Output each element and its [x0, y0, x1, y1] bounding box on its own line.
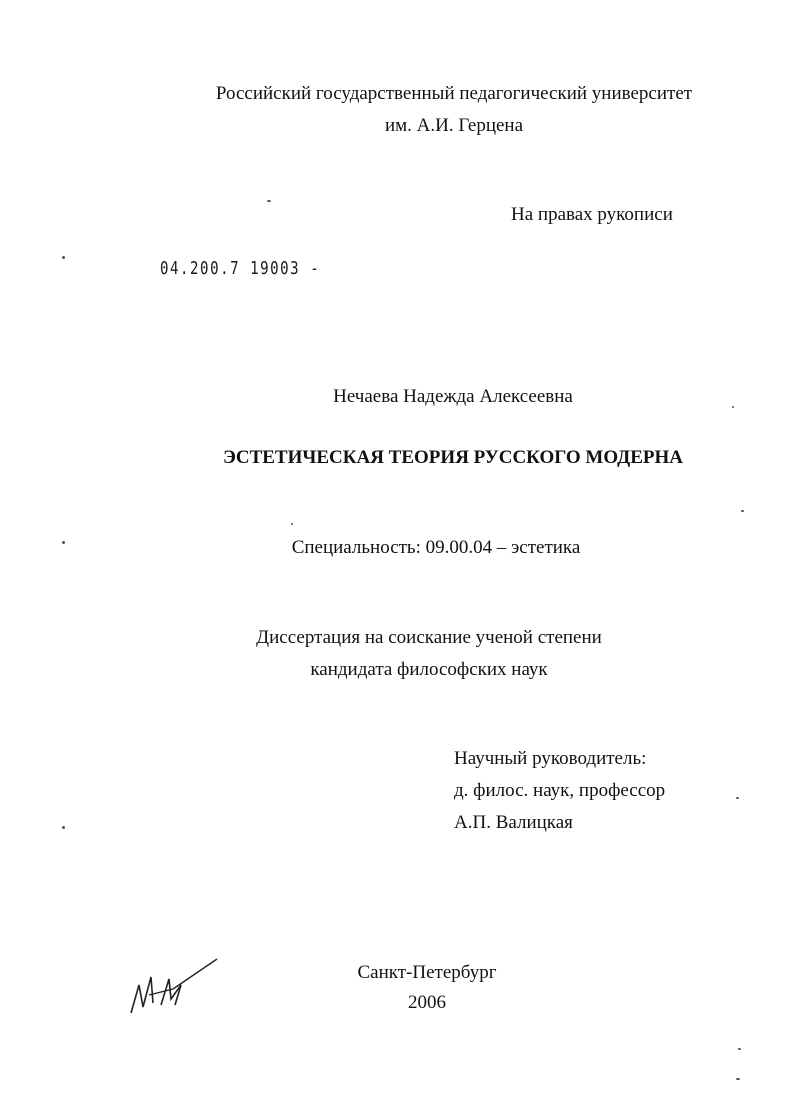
supervisor-rank: д. филос. наук, профессор: [454, 780, 666, 801]
supervisor-name: А.П. Валицкая: [454, 812, 573, 833]
scan-speck: [732, 406, 734, 408]
scan-speck: [291, 523, 293, 525]
university-name-line2: им. А.И. Герцена: [384, 115, 524, 136]
rights-note: На правах рукописи: [511, 204, 673, 225]
signature-stroke-3: [161, 979, 181, 1005]
dissertation-title: ЭСТЕТИЧЕСКАЯ ТЕОРИЯ РУССКОГО МОДЕРНА: [222, 447, 684, 468]
scan-speck: [62, 541, 65, 544]
degree-line1: Диссертация на соискание ученой степени: [256, 627, 602, 648]
scan-speck: [62, 826, 65, 829]
city: Санкт-Петербург: [357, 962, 497, 983]
scan-speck: [267, 200, 271, 202]
author-name: Нечаева Надежда Алексеевна: [333, 386, 573, 407]
scan-speck: [738, 1048, 741, 1050]
year: 2006: [408, 992, 446, 1013]
supervisor-label: Научный руководитель:: [454, 748, 647, 769]
specialty: Специальность: 09.00.04 – эстетика: [291, 537, 581, 558]
registration-stamp-number: 04.200.7 19003 -: [160, 258, 321, 279]
signature-stroke-4: [173, 959, 217, 989]
handwritten-signature: [125, 955, 235, 1025]
university-name-line1: Российский государственный педагогический университет: [215, 83, 693, 104]
degree-line2: кандидата философских наук: [310, 659, 548, 680]
scan-speck: [736, 797, 739, 799]
scan-speck: [741, 510, 744, 512]
scan-speck: [62, 256, 65, 259]
scan-speck: [736, 1078, 740, 1080]
